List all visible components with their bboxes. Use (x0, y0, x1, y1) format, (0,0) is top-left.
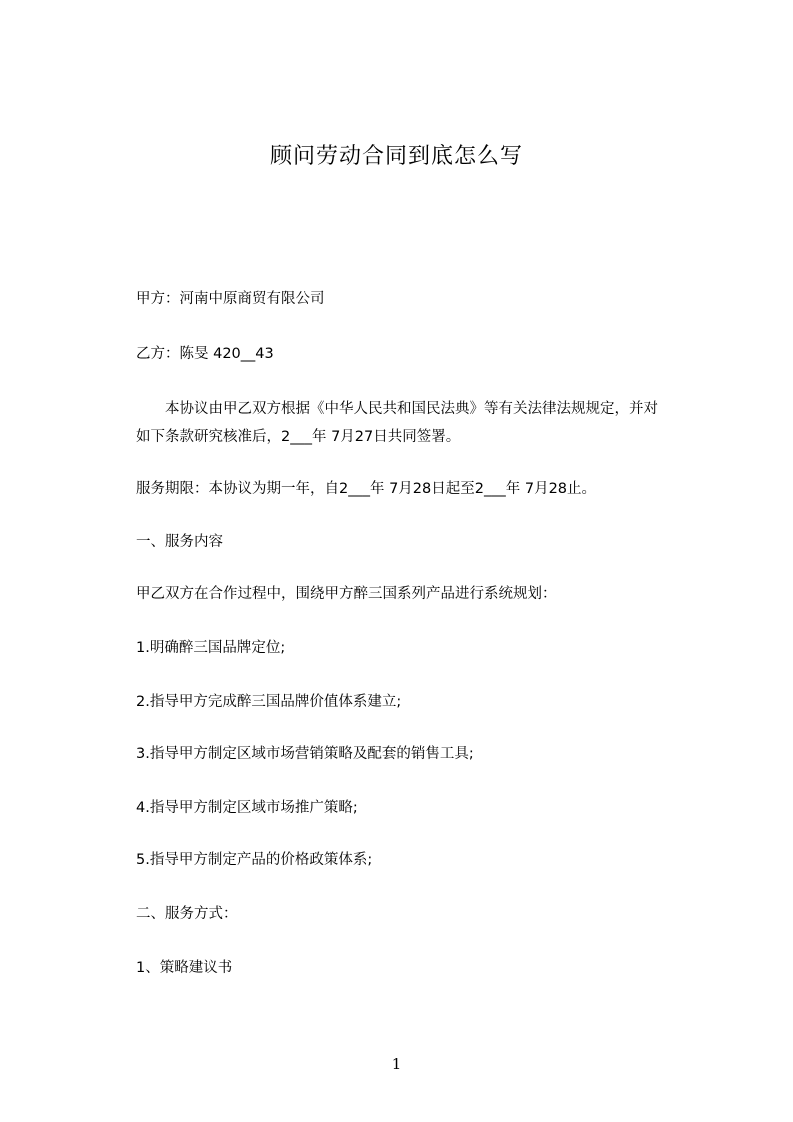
service-item: 2.指导甲方完成醉三国品牌价值体系建立; (136, 694, 402, 710)
section-one-lead: 甲乙双方在合作过程中，围绕甲方醉三国系列产品进行系统规划： (136, 586, 557, 602)
service-item: 3.指导甲方制定区域市场营销策略及配套的销售工具; (136, 746, 474, 762)
method-item: 1、策略建议书 (136, 960, 233, 976)
service-item: 5.指导甲方制定产品的价格政策体系; (136, 852, 373, 868)
party-b-line: 乙方：陈旻 420__43 (136, 346, 274, 362)
page-number: 1 (391, 1055, 402, 1073)
service-item: 4.指导甲方制定区域市场推广策略; (136, 800, 358, 816)
document-title: 顾问劳动合同到底怎么写 (269, 144, 523, 169)
party-a-line: 甲方：河南中原商贸有限公司 (136, 291, 325, 307)
section-two-heading: 二、服务方式： (136, 906, 238, 922)
service-item: 1.明确醉三国品牌定位; (136, 640, 286, 656)
section-one-heading: 一、服务内容 (136, 534, 223, 550)
intro-paragraph: 本协议由甲乙双方根据《中华人民共和国民法典》等有关法律法规规定，并对如下条款研究核准后，2___年 7月27日共同签署。 (136, 401, 658, 445)
service-period-line: 服务期限：本协议为期一年，自2___年 7月28日起至2___年 7月28止。 (136, 481, 597, 497)
